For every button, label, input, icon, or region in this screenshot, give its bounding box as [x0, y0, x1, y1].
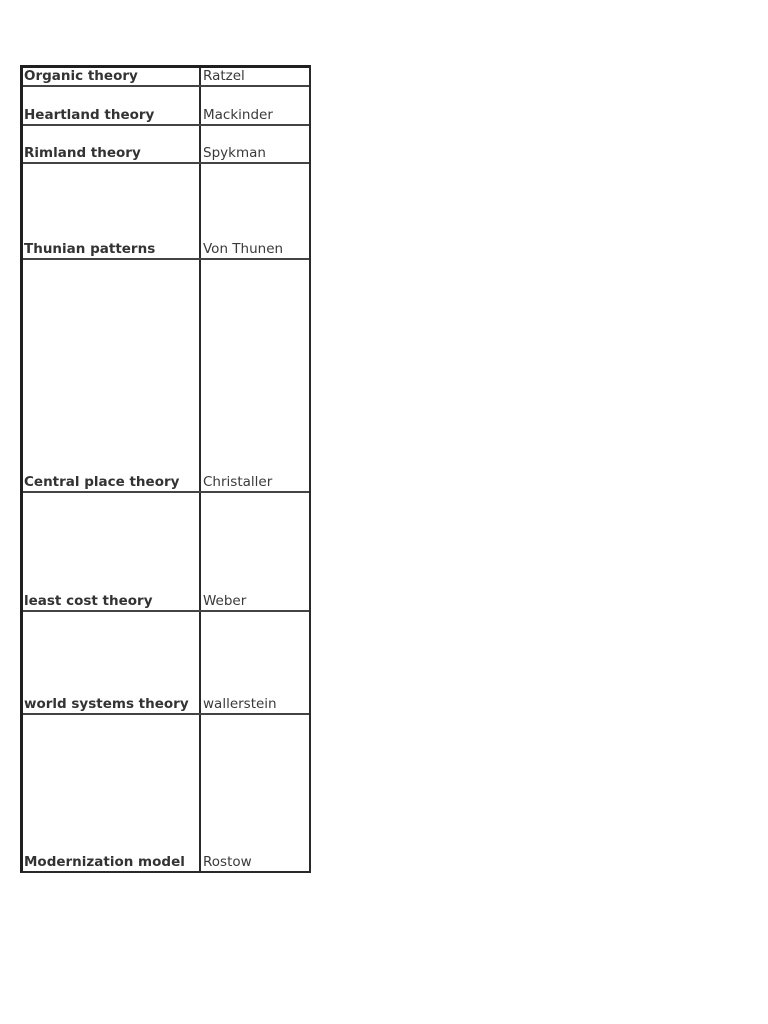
theory-cell: Thunian patterns: [23, 164, 201, 258]
theorist-cell: Mackinder: [203, 107, 273, 123]
theory-cell: least cost theory: [23, 493, 201, 610]
theory-cell: world systems theory: [23, 612, 201, 713]
table-row: [23, 164, 309, 260]
theorist-cell: Von Thunen: [203, 241, 284, 257]
theorist-cell: Ratzel: [203, 68, 245, 84]
theory-cell: Rimland theory: [23, 126, 201, 162]
table-row: [23, 87, 309, 126]
theory-table: [20, 65, 311, 873]
table-row: [23, 260, 309, 493]
theorist-cell: Weber: [203, 593, 247, 609]
theorist-cell: wallerstein: [203, 696, 277, 712]
table-row: [23, 126, 309, 164]
theory-cell: Central place theory: [23, 260, 201, 491]
table-row: [23, 68, 309, 87]
table-row: [23, 493, 309, 612]
table-row: [23, 715, 309, 871]
theorist-cell: Rostow: [203, 854, 252, 870]
theorist-cell: Christaller: [203, 474, 273, 490]
table-row: [23, 612, 309, 715]
theory-cell: Heartland theory: [23, 87, 201, 124]
theory-cell: Modernization model: [23, 715, 201, 871]
theory-cell: Organic theory: [23, 68, 201, 85]
theorist-cell: Spykman: [203, 145, 266, 161]
